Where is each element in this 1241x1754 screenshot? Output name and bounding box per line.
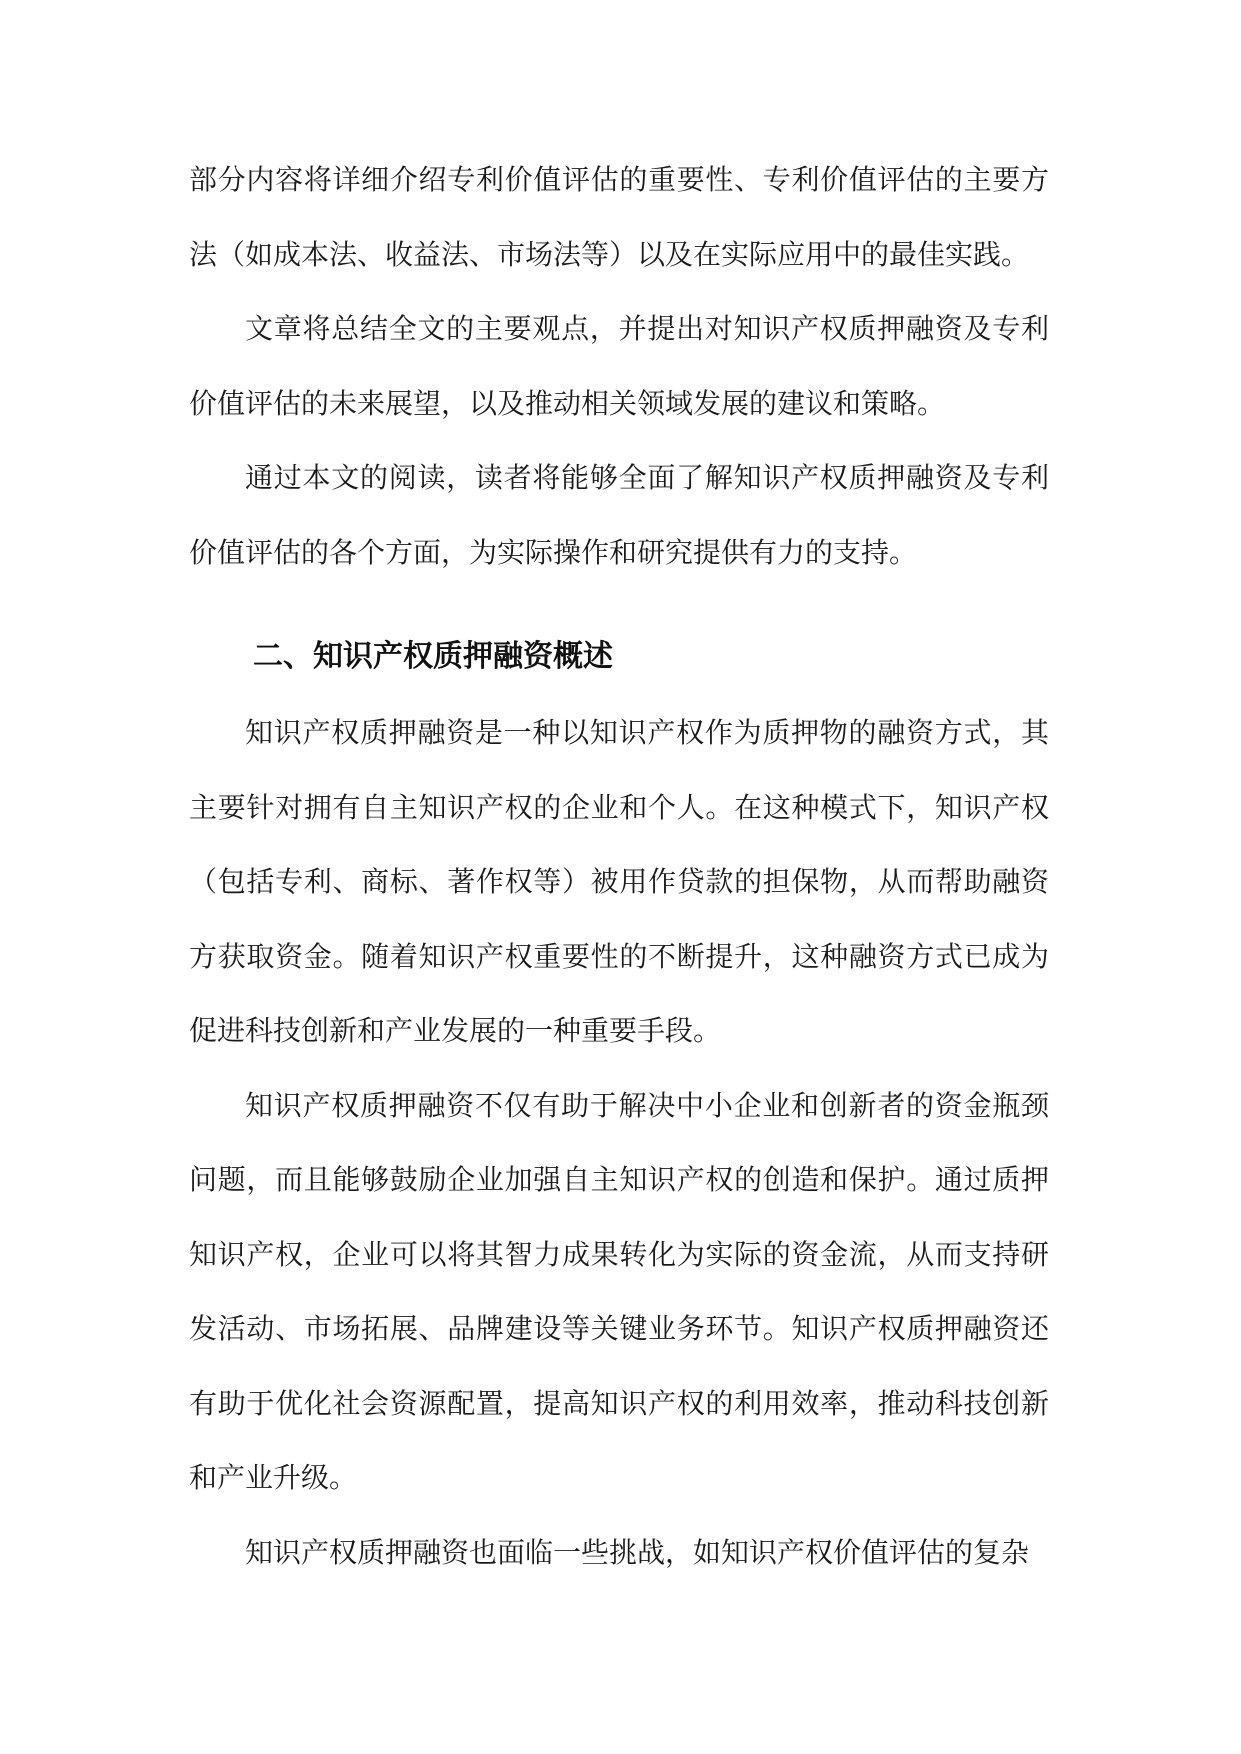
paragraph-continuation: 部分内容将详细介绍专利价值评估的重要性、专利价值评估的主要方法（如成本法、收益法、市场法等）以及在实际应用中的最佳实践。: [189, 163, 1049, 271]
paragraph-summary: 文章将总结全文的主要观点，并提出对知识产权质押融资及专利价值评估的未来展望，以及推动相关领域发展的建议和策略。: [189, 312, 1049, 420]
paragraph-challenges: 知识产权质押融资也面临一些挑战，如知识产权价值评估的复杂: [245, 1535, 1030, 1569]
document-body: [189, 143, 1049, 1590]
paragraph-reader-benefit: 通过本文的阅读，读者将能够全面了解知识产权质押融资及专利价值评估的各个方面，为实际操作和研究提供有力的支持。: [189, 461, 1049, 569]
paragraph-benefits: 知识产权质押融资不仅有助于解决中小企业和创新者的资金瓶颈问题，而且能够鼓励企业加强自主知识产权的创造和保护。通过质押知识产权，企业可以将其智力成果转化为实际的资金流，从而支持研发活动、市场拓展、品牌建设等关键业务环节。知识产权质押融资还有助于优化社会资源配置，提高知识产权的利用效率，推动科技创新和产业升级。: [189, 1088, 1049, 1494]
section-heading: 二、知识产权质押融资概述: [253, 639, 613, 674]
paragraph-definition: 知识产权质押融资是一种以知识产权作为质押物的融资方式，其主要针对拥有自主知识产权的企业和个人。在这种模式下，知识产权（包括专利、商标、著作权等）被用作贷款的担保物，从而帮助融资方获取资金。随着知识产权重要性的不断提升，这种融资方式已成为促进科技创新和产业发展的一种重要手段。: [189, 716, 1049, 1047]
